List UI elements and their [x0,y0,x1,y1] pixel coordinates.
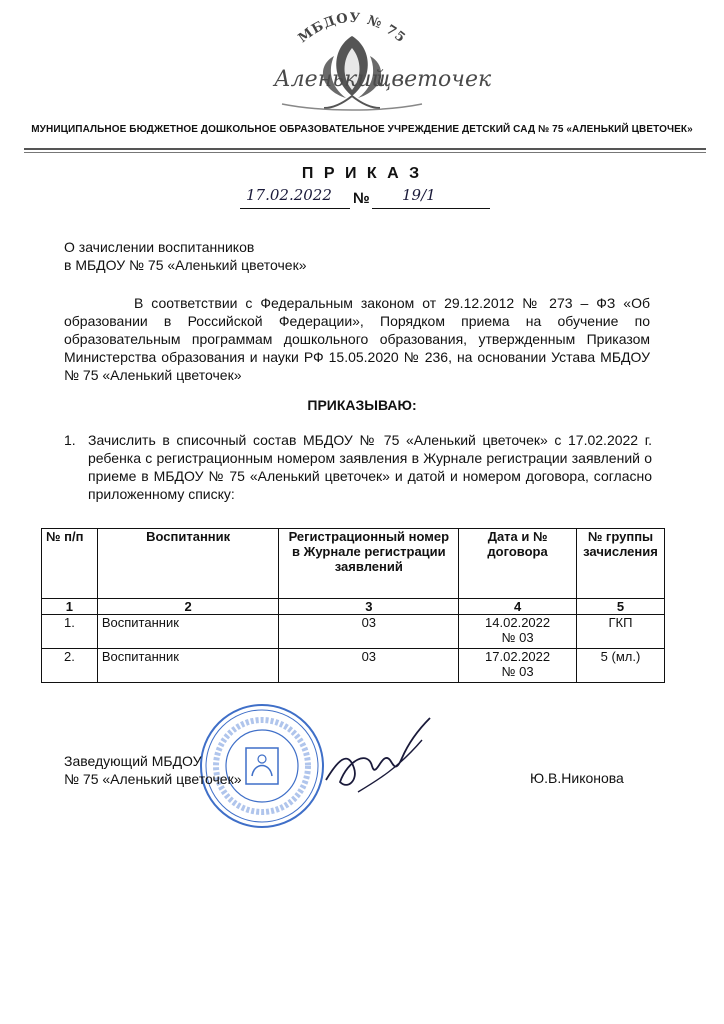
order-command: ПРИКАЗЫВАЮ: [307,397,417,413]
row-contract-number: № 03 [501,630,534,645]
index-cell: 3 [279,599,459,615]
order-subject [64,238,307,274]
kindergarten-logo [212,8,492,120]
row-child: Воспитанник [97,649,279,683]
column-header: № группы зачисления [576,529,664,599]
order-item [64,431,652,503]
row-contract-date: 14.02.2022 [485,615,551,630]
table-row [42,649,665,683]
row-contract [459,649,577,683]
organization-name: МУНИЦИПАЛЬНОЕ БЮДЖЕТНОЕ ДОШКОЛЬНОЕ ОБРАЗОВАТЕЛЬНОЕ УЧРЕЖДЕНИЕ ДЕТСКИЙ САД № 75 «АЛЕНЬКИЙ ЦВЕТОЧЕК» [31,124,693,135]
row-number: 1. [42,615,98,649]
subject-line-1: О зачислении воспитанников [64,239,255,255]
subject-line-2: в МБДОУ № 75 «Аленький цветочек» [64,257,307,273]
item-number: 1. [64,432,76,448]
row-group: 5 (мл.) [576,649,664,683]
index-cell: 1 [42,599,98,615]
column-header: Воспитанник [97,529,279,599]
table-header-row [42,529,665,599]
handwritten-signature [318,710,438,805]
header-divider-thin [24,152,706,153]
number-sign: № [353,190,370,207]
order-title: П Р И К А З [301,165,423,182]
position-line-2: № 75 «Аленький цветочек» [64,771,242,787]
position-line-1: Заведующий МБДОУ [64,753,202,769]
index-cell: 2 [97,599,279,615]
row-contract [459,615,577,649]
order-date: 17.02.2022 [246,186,332,204]
order-preamble [64,294,650,384]
logo-right-word: цветочек [376,67,492,92]
order-number-field [372,186,490,209]
row-group: ГКП [576,615,664,649]
index-cell: 5 [576,599,664,615]
row-reg-number: 03 [279,615,459,649]
logo-top-text: МБДОУ № 75 [295,10,409,47]
table-index-row [42,599,665,615]
row-child: Воспитанник [97,615,279,649]
signatory-name: Ю.В.Никонова [530,770,624,786]
enrollment-table [41,528,665,683]
item-text: Зачислить в списочный состав МБДОУ № 75 «Аленький цветочек» с 17.02.2022 г. ребенка с регистрационным номером заявления в Журнале регистрации заявлений о приеме в МБДОУ № 75 «Аленький цветочек» и датой и номером договора, согласно приложенному списку: [88,432,652,502]
order-date-field [240,186,350,209]
column-header: Дата и № договора [459,529,577,599]
logo-left-word: Аленький [274,67,386,92]
row-number: 2. [42,649,98,683]
row-reg-number: 03 [279,649,459,683]
column-header: № п/п [42,529,98,599]
signatory-position [64,752,241,788]
index-cell: 4 [459,599,577,615]
table-row [42,615,665,649]
preamble-text: В соответствии с Федеральным законом от 29.12.2012 № 273 – ФЗ «Об образовании в Российской Федерации», Порядком приема на обучение по образовательным программам дошкольного образования, утвержденным Приказом Министерства образования и науки РФ 15.05.2020 № 236, на основании Устава МБДОУ № 75 «Аленький цветочек» [64,295,650,383]
header-divider [24,148,706,150]
row-contract-number: № 03 [501,664,534,679]
column-header: Регистрационный номер в Журнале регистрации заявлений [279,529,459,599]
order-number: 19/1 [402,186,436,204]
row-contract-date: 17.02.2022 [485,649,551,664]
